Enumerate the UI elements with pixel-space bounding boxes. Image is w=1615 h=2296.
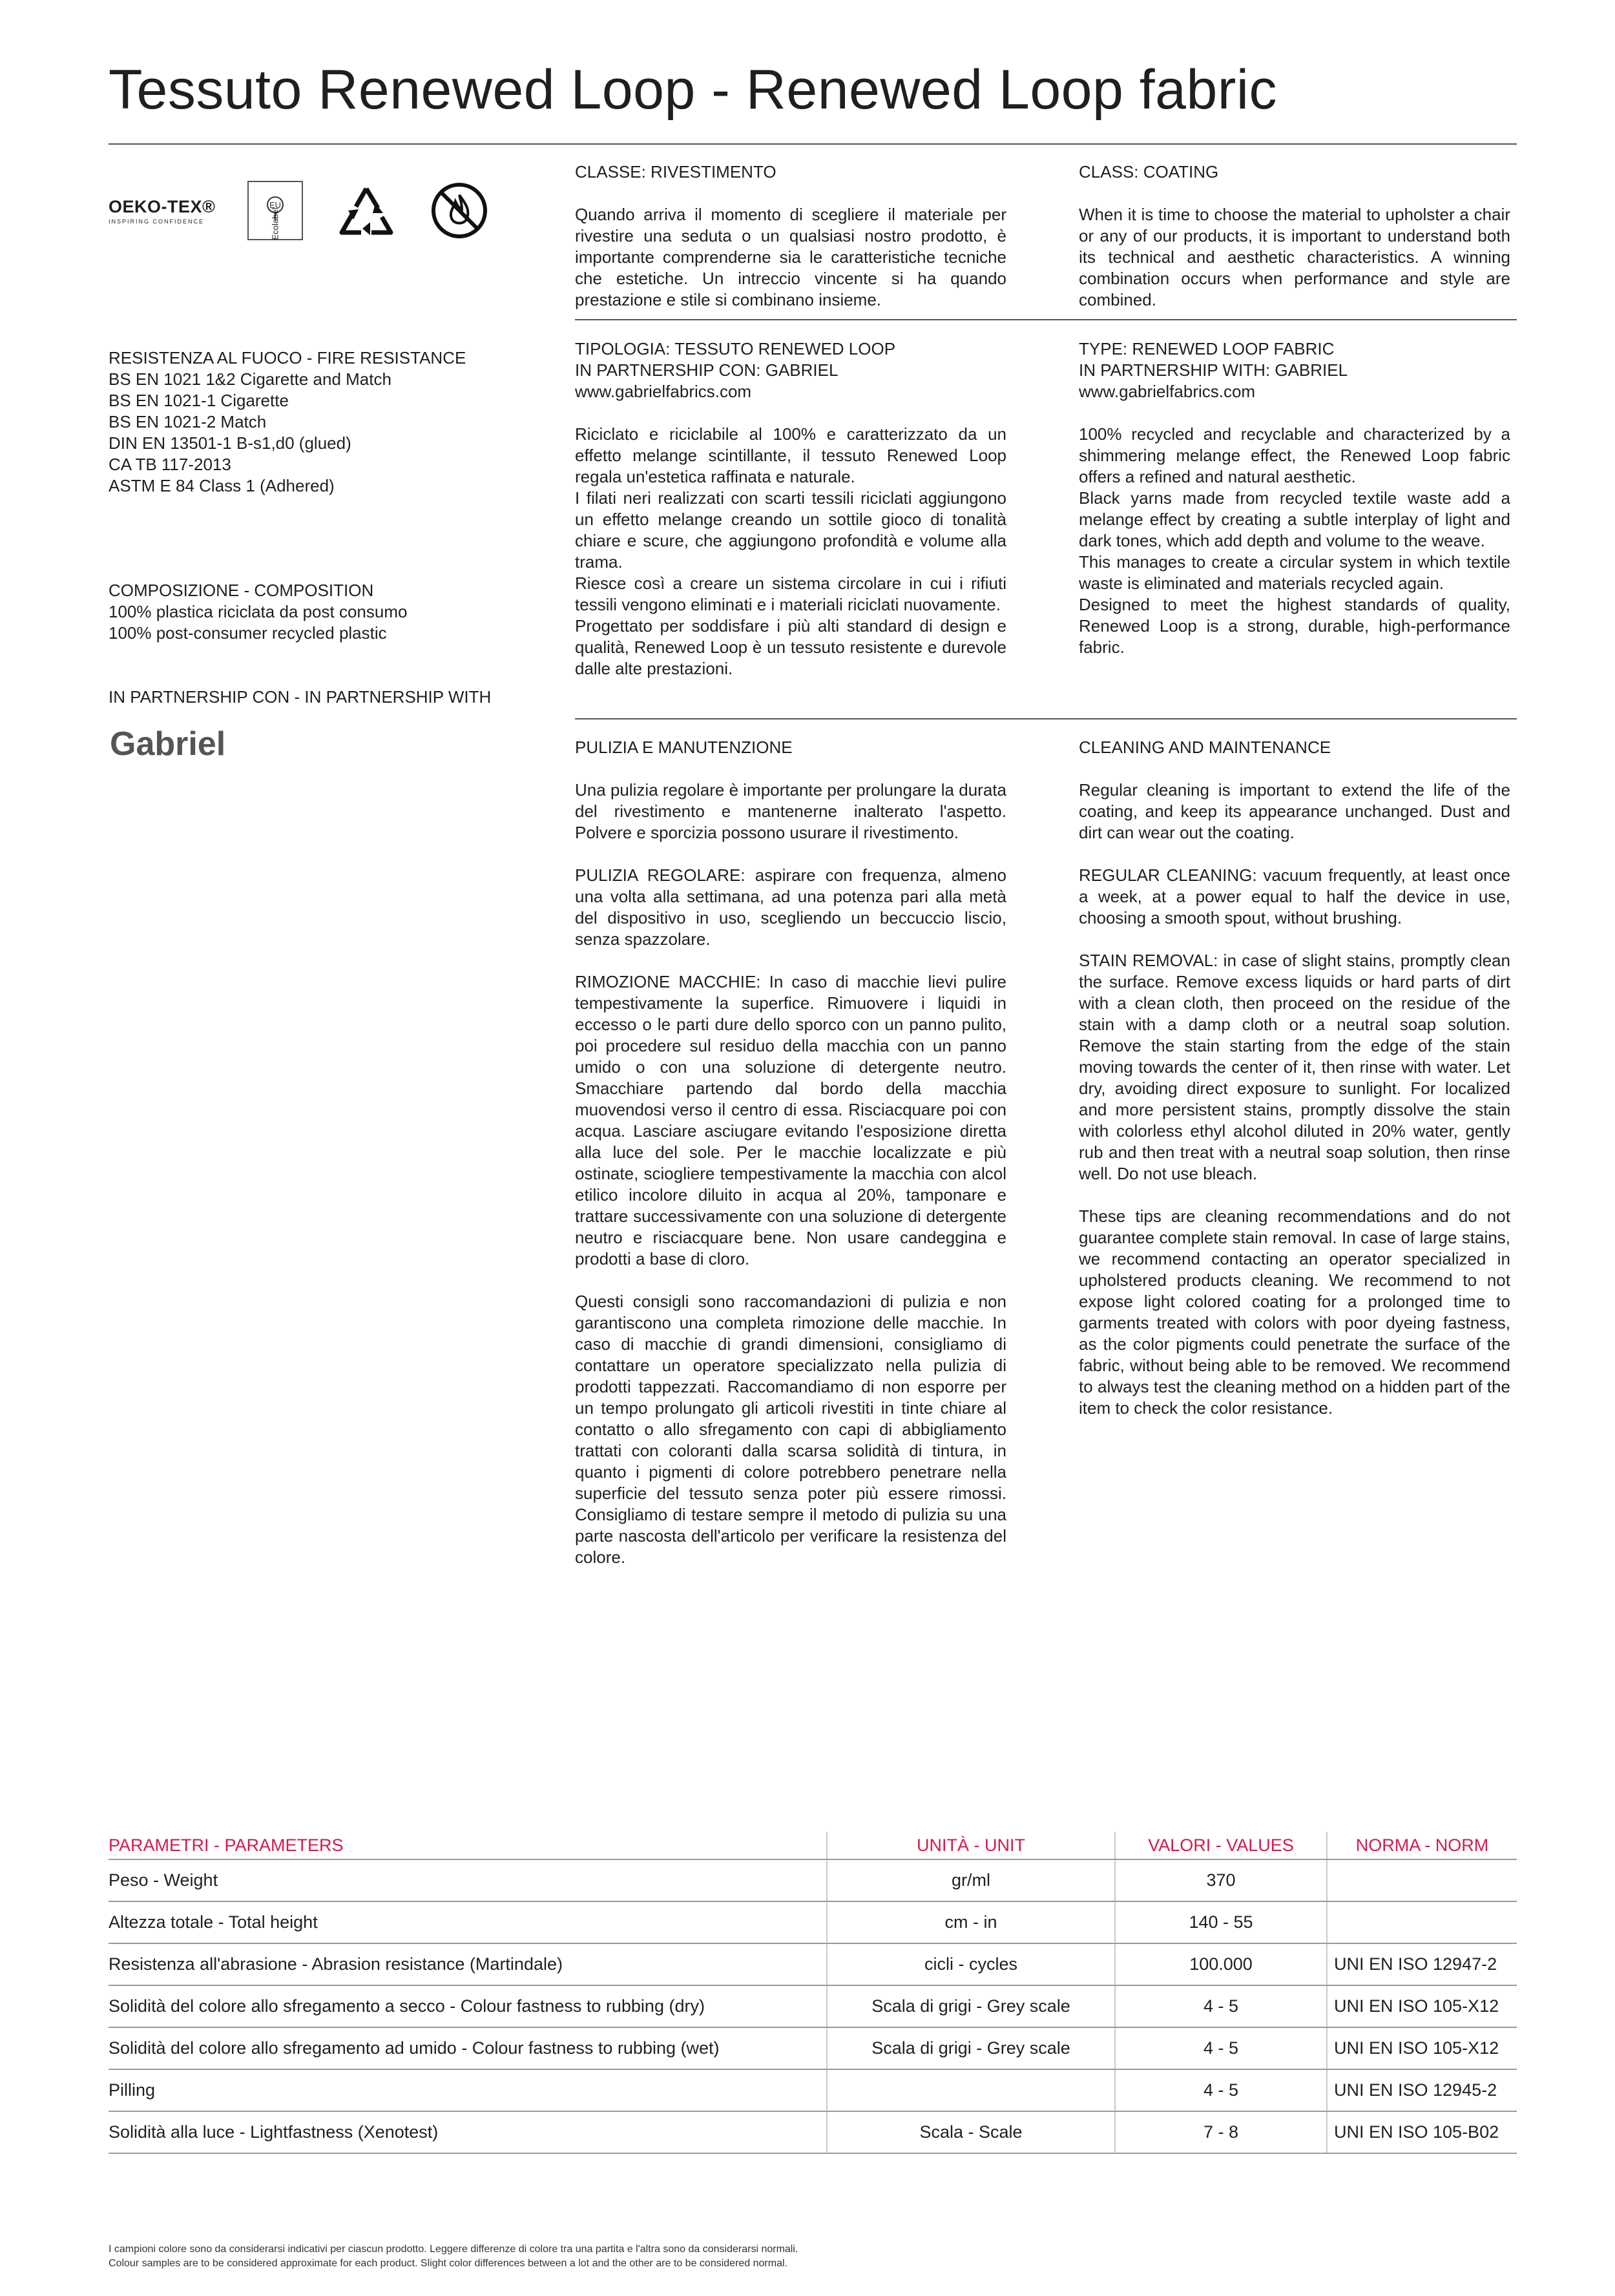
param-cell: Solidità del colore allo sfregamento a secco - Colour fastness to rubbing (dry) <box>109 1985 827 2027</box>
unit-cell: cm - in <box>827 1901 1115 1943</box>
cleaning-en-para: Regular cleaning is important to extend the life of the coating, and keep its appearance unchanged. Dust and dirt can wear out the coating. <box>1079 780 1510 842</box>
ecolabel-eu-mark: EU <box>269 200 282 210</box>
oeko-tex-label: OEKO-TEX® <box>109 196 216 216</box>
class-en <box>1079 161 1510 311</box>
cleaning-en-para: REGULAR CLEANING: vacuum frequently, at least once a week, at a power equal to half the device in use, choosing a smooth spout, without brushing. <box>1079 865 1510 927</box>
value-cell: 370 <box>1115 1859 1327 1901</box>
partnership-heading: IN PARTNERSHIP CON - IN PARTNERSHIP WITH <box>109 687 492 707</box>
no-fire-icon <box>430 181 489 240</box>
param-cell: Solidità alla luce - Lightfastness (Xenotest) <box>109 2111 827 2153</box>
oeko-tex-sub: INSPIRING CONFIDENCE <box>109 218 205 225</box>
norm-cell: UNI EN ISO 105-X12 <box>1327 1985 1517 2027</box>
oeko-tex-logo <box>109 197 215 225</box>
type-it-para: I filati neri realizzati con scarti tessili riciclati aggiungono un effetto melange creando un sottile gioco di tonalità chiare e scure, che aggiungono profondità e volume alla trama. <box>575 488 1006 572</box>
cleaning-it-para: RIMOZIONE MACCHIE: In caso di macchie lievi pulire tempestivamente la superfice. Rimuovere i liquidi in eccesso o le parti dure dello sporco con un panno pulito, poi procedere sul residuo della macchia con un panno umido o con una soluzione di detergente neutro. Smacchiare partendo dal bordo della macchia muovendosi verso il centro di essa. Risciacquare poi con acqua. Lasciare asciugare evitando l'esposizione diretta alla luce del sole. Per le macchie localizzate e più ostinate, sciogliere tempestivamente la macchia con alcol etilico incolore diluito in acqua al 20%, tamponare e trattare successivamente con una soluzione di detergente neutro e risciacquare bene. Non usare candeggina e prodotti a base di cloro. <box>575 972 1006 1268</box>
table-row <box>109 2027 1517 2069</box>
table-row <box>109 1859 1517 1901</box>
ecolabel-logo <box>247 181 303 240</box>
table-row <box>109 2069 1517 2111</box>
cleaning-en-para: STAIN REMOVAL: in case of slight stains, promptly clean the surface. Remove excess liquids or hard parts of dirt with a clean cloth, then proceed on the residue of the stain with a damp cloth or a neutral soap solution. Remove the stain starting from the edge of the stain moving towards the center of it, then rinse with water. Let dry, avoiding direct exposure to sunlight. For localized and more persistent stains, promptly dissolve the stain with colorless ethyl alcohol diluted in 20% water, gently rub and then treat with a neutral soap solution, then rinse well. Do not use bleach. <box>1079 951 1510 1183</box>
fire-item: BS EN 1021 1&2 Cigarette and Match <box>109 369 391 389</box>
type-en-para: This manages to create a circular system in which textile waste is eliminated and materials recycled again. <box>1079 552 1510 593</box>
unit-cell: cicli - cycles <box>827 1943 1115 1985</box>
fire-item: BS EN 1021-2 Match <box>109 412 267 431</box>
table-row <box>109 1901 1517 1943</box>
table-header-row <box>109 1832 1517 1859</box>
section2-divider <box>575 718 1517 719</box>
type-en-para: 100% recycled and recyclable and characterized by a shimmering melange effect, the Renewed Loop fabric offers a refined and natural aesthetic. <box>1079 424 1510 486</box>
recycle-icon <box>337 183 396 238</box>
cleaning-it-para: PULIZIA REGOLARE: aspirare con frequenza, almeno una volta alla settimana, ad una potenza pari alla metà del dispositivo in uso, scegliendo un beccuccio liscio, senza spazzolare. <box>575 865 1006 949</box>
class-en-text: When it is time to choose the material to upholster a chair or any of our products, it is important to understand both its technical and aesthetic characteristics. A winning combination occurs when performance and style are combined. <box>1079 205 1510 309</box>
composition-heading: COMPOSIZIONE - COMPOSITION <box>109 581 374 600</box>
value-cell: 140 - 55 <box>1115 1901 1327 1943</box>
cleaning-en-heading: CLEANING AND MAINTENANCE <box>1079 738 1331 757</box>
value-cell: 100.000 <box>1115 1943 1327 1985</box>
class-it-text: Quando arriva il momento di scegliere il materiale per rivestire una seduta o un qualsiasi nostro prodotto, è importante comprenderne sia le caratteristiche tecniche che estetiche. Un intreccio vincente si ha quando prestazione e stile si combinano insieme. <box>575 205 1006 309</box>
composition-item: 100% plastica riciclata da post consumo <box>109 602 408 621</box>
composition <box>109 580 535 644</box>
norm-cell: UNI EN ISO 12945-2 <box>1327 2069 1517 2111</box>
table-row <box>109 1985 1517 2027</box>
cleaning-en-para: These tips are cleaning recommendations and do not guarantee complete stain removal. In case of large stains, we recommend contacting an operator specialized in upholstered products cleaning. We recommend to not expose light colored coating for a prolonged time to garments treated with colors with poor dyeing fastness, as the color pigments could penetrate the surface of the fabric, without being able to be removed. We recommend to always test the cleaning method on a hidden part of the item to check the color resistance. <box>1079 1206 1510 1418</box>
title-divider <box>109 143 1517 145</box>
cleaning-it-para: Una pulizia regolare è importante per prolungare la durata del rivestimento e mantenerne inalterato l'aspetto. Polvere e sporcizia possono usurare il rivestimento. <box>575 780 1006 842</box>
unit-cell <box>827 2069 1115 2111</box>
footer-en: Colour samples are to be considered approximate for each product. Slight color differences between a lot and the other are to be considered normal. <box>109 2258 787 2269</box>
type-en-line: IN PARTNERSHIP WITH: GABRIEL <box>1079 360 1348 380</box>
type-it-website: www.gabrielfabrics.com <box>575 382 752 401</box>
header-norm: NORMA - NORM <box>1327 1832 1517 1859</box>
parameters-table <box>109 1832 1517 2154</box>
type-en-website: www.gabrielfabrics.com <box>1079 382 1256 401</box>
fire-item: CA TB 117-2013 <box>109 455 231 474</box>
unit-cell: Scala - Scale <box>827 2111 1115 2153</box>
norm-cell: UNI EN ISO 105-B02 <box>1327 2111 1517 2153</box>
type-en-line: TYPE: RENEWED LOOP FABRIC <box>1079 339 1335 358</box>
type-it-line: TIPOLOGIA: TESSUTO RENEWED LOOP <box>575 339 896 358</box>
unit-cell: Scala di grigi - Grey scale <box>827 1985 1115 2027</box>
value-cell: 7 - 8 <box>1115 2111 1327 2153</box>
value-cell: 4 - 5 <box>1115 2069 1327 2111</box>
type-it-para: Riesce così a creare un sistema circolare in cui i rifiuti tessili vengono eliminati e i materiali riciclati nuovamente. <box>575 574 1006 614</box>
norm-cell <box>1327 1901 1517 1943</box>
param-cell: Pilling <box>109 2069 827 2111</box>
type-en-para: Black yarns made from recycled textile waste add a melange effect by creating a subtle interplay of light and dark tones, which add depth and volume to the weave. <box>1079 488 1510 550</box>
unit-cell: gr/ml <box>827 1859 1115 1901</box>
norm-cell: UNI EN ISO 12947-2 <box>1327 1943 1517 1985</box>
cleaning-en <box>1079 737 1510 1419</box>
cleaning-it <box>575 737 1006 1568</box>
footer-note <box>109 2242 798 2271</box>
header-unit: UNITÀ - UNIT <box>827 1832 1115 1859</box>
norm-cell <box>1327 1859 1517 1901</box>
cleaning-it-heading: PULIZIA E MANUTENZIONE <box>575 738 793 757</box>
param-cell: Peso - Weight <box>109 1859 827 1901</box>
class-it-heading: CLASSE: RIVESTIMENTO <box>575 162 776 181</box>
table-row <box>109 2111 1517 2153</box>
footer-it: I campioni colore sono da considerarsi indicativi per ciascun prodotto. Leggere differenze di colore tra una partita e l'altra sono da considerarsi normali. <box>109 2244 798 2255</box>
fire-item: ASTM E 84 Class 1 (Adhered) <box>109 476 335 495</box>
table-row <box>109 1943 1517 1985</box>
norm-cell: UNI EN ISO 105-X12 <box>1327 2027 1517 2069</box>
fire-item: BS EN 1021-1 Cigarette <box>109 391 289 410</box>
param-cell: Solidità del colore allo sfregamento ad umido - Colour fastness to rubbing (wet) <box>109 2027 827 2069</box>
type-it-line: IN PARTNERSHIP CON: GABRIEL <box>575 360 839 380</box>
type-it-para: Riciclato e riciclabile al 100% e caratterizzato da un effetto melange scintillante, il tessuto Renewed Loop regala un'estetica raffinata e naturale. <box>575 424 1006 486</box>
type-en <box>1079 338 1510 658</box>
partnership <box>109 687 535 708</box>
fire-heading: RESISTENZA AL FUOCO - FIRE RESISTANCE <box>109 348 466 367</box>
section1-divider <box>575 319 1517 320</box>
value-cell: 4 - 5 <box>1115 2027 1327 2069</box>
gabriel-logo: Gabriel <box>110 725 226 763</box>
fire-item: DIN EN 13501-1 B-s1,d0 (glued) <box>109 433 351 453</box>
class-it <box>575 161 1006 311</box>
header-values: VALORI - VALUES <box>1115 1832 1327 1859</box>
header-parameters: PARAMETRI - PARAMETERS <box>109 1832 827 1859</box>
page-title: Tessuto Renewed Loop - Renewed Loop fabric <box>109 59 1278 121</box>
type-en-para: Designed to meet the highest standards of quality, Renewed Loop is a strong, durable, high-performance fabric. <box>1079 595 1510 657</box>
value-cell: 4 - 5 <box>1115 1985 1327 2027</box>
param-cell: Altezza totale - Total height <box>109 1901 827 1943</box>
class-en-heading: CLASS: COATING <box>1079 162 1219 181</box>
param-cell: Resistenza all'abrasione - Abrasion resistance (Martindale) <box>109 1943 827 1985</box>
fire-resistance <box>109 347 535 497</box>
type-it <box>575 338 1006 679</box>
type-it-para: Progettato per soddisfare i più alti standard di design e qualità, Renewed Loop è un tessuto resistente e durevole dalle alte prestazioni. <box>575 616 1006 678</box>
certification-logos <box>109 180 489 242</box>
ecolabel-label: Ecolabel <box>270 207 280 240</box>
unit-cell: Scala di grigi - Grey scale <box>827 2027 1115 2069</box>
composition-item: 100% post-consumer recycled plastic <box>109 623 387 643</box>
cleaning-it-para: Questi consigli sono raccomandazioni di pulizia e non garantiscono una completa rimozione delle macchie. In caso di macchie di grandi dimensioni, consigliamo di contattare un operatore specializzato nella pulizia di prodotti tappezzati. Raccomandiamo di non esporre per un tempo prolungato gli articoli rivestiti in tinte chiare al contatto o allo sfregamento con capi di abbigliamento trattati con coloranti dalla scarsa solidità di tintura, in quanto i pigmenti di colore potrebbero penetrare nella superficie del tessuto senza poter più essere rimossi. Consigliamo di testare sempre il metodo di pulizia su una parte nascosta dell'articolo per verificare la resistenza del colore. <box>575 1292 1006 1567</box>
